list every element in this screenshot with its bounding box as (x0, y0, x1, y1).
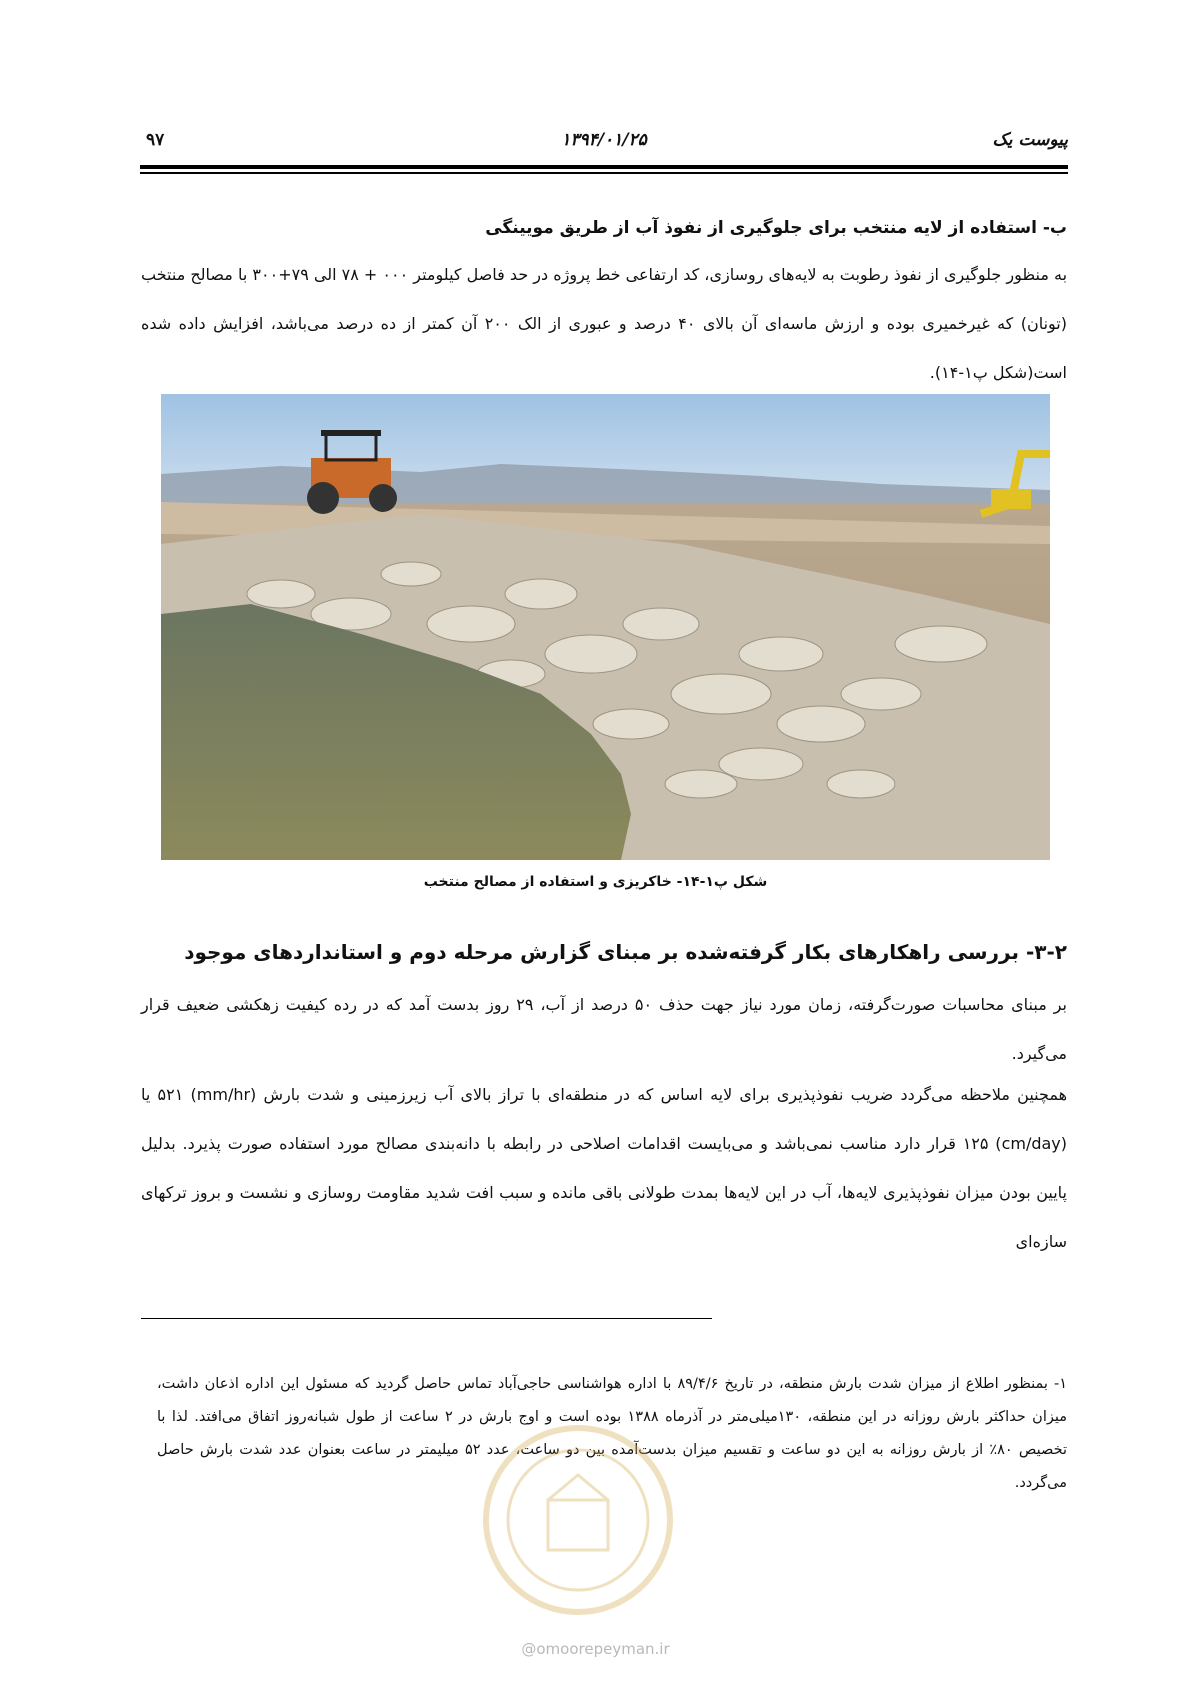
embankment-photo-illustration (161, 394, 1050, 860)
paragraph-capillary: به منظور جلوگیری از نفوذ رطوبت به لایه‌های روسازی، کد ارتفاعی خط پروژه در حد فاصل کیلومتر ۰۰۰ + ۷۸ الی ۷۹+۳۰۰ با مصالح منتخب (تونان) که غیرخمیری بوده و ارزش ماسه‌ای آن بالای ۴۰ درصد و عبوری از الک ۲۰۰ آن کمتر از ده درصد می‌باشد، افزایش داده شده است(شکل پ۱-۱۴). (141, 265, 1068, 382)
header-date: ۱۳۹۴/۰۱/۲۵ (561, 130, 647, 150)
watermark-site: @omoorepeyman.ir (521, 1640, 670, 1658)
header-rule-thin (140, 172, 1068, 174)
paragraph-permeability: همچنین ملاحظه می‌گردد ضریب نفوذپذیری برای لایه اساس که در منطقه‌ای با تراز بالای آب زیرزمینی و شدت بارش (mm/hr) ۵۲۱ یا (cm/day) ۱۲۵ قرار دارد مناسب نمی‌باشد و می‌بایست اقدامات اصلاحی در رابطه با دانه‌بندی مصالح مورد استفاده صورت پذیرد. بدلیل پایین بودن میزان نفوذپذیری لایه‌ها، آب در این لایه‌ها بمدت طولانی باقی مانده و سبب افت شدید مقاومت روسازی و نشست و بروز ترکهای سازه‌ای (141, 1085, 1068, 1251)
footnote-separator (141, 1318, 712, 1319)
footnote: ۱- بمنظور اطلاع از میزان شدت بارش منطقه، در تاریخ ۸۹/۴/۶ با اداره هواشناسی حاجی‌آباد تماس حاصل گردید که مسئول این اداره اذعان داشت، میزان حداکثر بارش روزانه در این منطقه، ۱۳۰میلی‌متر در آذرماه ۱۳۸۸ بوده است و اوج بارش در ۲ ساعت از طول شبانه‌روز اتفاق می‌افتد. لذا با تخصیص ۸۰٪ از بارش روزانه به این دو ساعت و تقسیم میزان بدست‌آمده بین دو ساعت، عدد ۵۲ میلیمتر در ساعت بعنوان عدد شدت بارش حاصل می‌گردد. (157, 1376, 1068, 1491)
figure-photo-embankment (161, 394, 1050, 860)
section-title: ۳-۲- بررسی راهکارهای بکار گرفته‌شده بر مبنای گزارش مرحله دوم و استانداردهای موجود (184, 940, 1067, 964)
header-appendix-title: پیوست یک (992, 130, 1068, 150)
header-rule-thick (140, 165, 1068, 169)
figure-caption: شکل پ۱-۱۴- خاکریزی و استفاده از مصالح منتخب (423, 874, 768, 890)
paragraph-calculations: بر مبنای محاسبات صورت‌گرفته، زمان مورد نیاز جهت حذف ۵۰ درصد از آب، ۲۹ روز بدست آمد که در رده کیفیت زهکشی ضعیف قرار می‌گیرد. (141, 995, 1067, 1063)
seal-stamp-icon (478, 1420, 678, 1620)
page-header (140, 128, 1068, 156)
subsection-heading: ب- استفاده از لایه منتخب برای جلوگیری از نفوذ آب از طریق مویینگی (485, 218, 1067, 238)
page-number: ۹۷ (146, 130, 165, 150)
